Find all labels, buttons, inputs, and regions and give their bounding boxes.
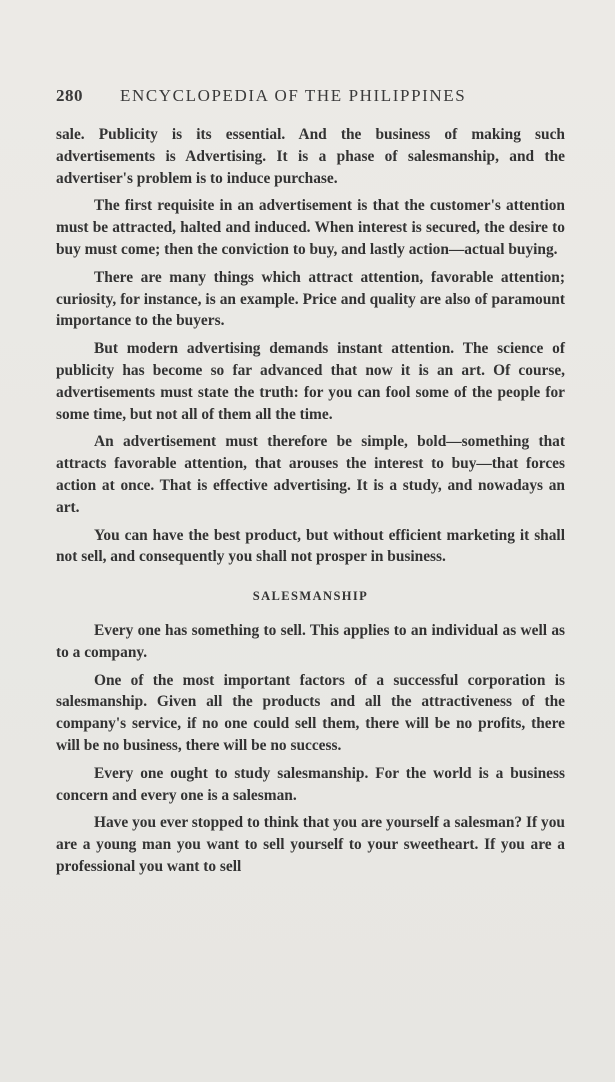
paragraph: sale. Publicity is its essential. And the business of making such advertisements is Advertising. It is a phase of salesmanship, and the advertiser's problem is to induce purchase. bbox=[56, 126, 565, 187]
paragraph: There are many things which attract attention, favorable attention; curiosity, for instance, is an example. Price and quality are also of paramount importance to the buyers. bbox=[56, 268, 565, 330]
page-number: 280 bbox=[56, 86, 83, 105]
paragraph: The first requisite in an advertisement is that the customer's attention must be attracted, halted and induced. When interest is secured, the desire to buy must come; then the conviction to buy, and lastly action—actual buying. bbox=[56, 197, 565, 258]
running-title: ENCYCLOPEDIA OF THE PHILIPPINES bbox=[120, 86, 467, 105]
paragraph: But modern advertising demands instant attention. The science of publicity has become so far advanced that now it is an art. Of course, advertisements must state the truth: for you can fool some of the people for some time, but not all of them all the time. bbox=[56, 340, 565, 423]
section-heading: SALESMANSHIP bbox=[252, 589, 369, 604]
body-text bbox=[56, 124, 565, 878]
paragraph: An advertisement must therefore be simple, bold—something that attracts favorable attention, that arouses the interest to buy—that forces action at once. That is effective advertising. It is a study, and nowadays an art. bbox=[56, 433, 565, 516]
paragraph: One of the most important factors of a successful corporation is salesmanship. Given all the products and all the attractiveness of the company's service, if no one could sell them, there will be no profits, there will be no business, there will be no success. bbox=[56, 671, 565, 754]
paragraph: Every one ought to study salesmanship. For the world is a business concern and every one is a salesman. bbox=[56, 764, 565, 804]
page-header bbox=[56, 86, 565, 106]
paragraph: You can have the best product, but without efficient marketing it shall not sell, and consequently you shall not prosper in business. bbox=[56, 526, 565, 566]
paragraph: Every one has something to sell. This applies to an individual as well as to a company. bbox=[56, 621, 565, 661]
paragraph: Have you ever stopped to think that you are yourself a salesman? If you are a young man you want to sell yourself to your sweetheart. If you are a professional you want to sell bbox=[56, 814, 565, 875]
